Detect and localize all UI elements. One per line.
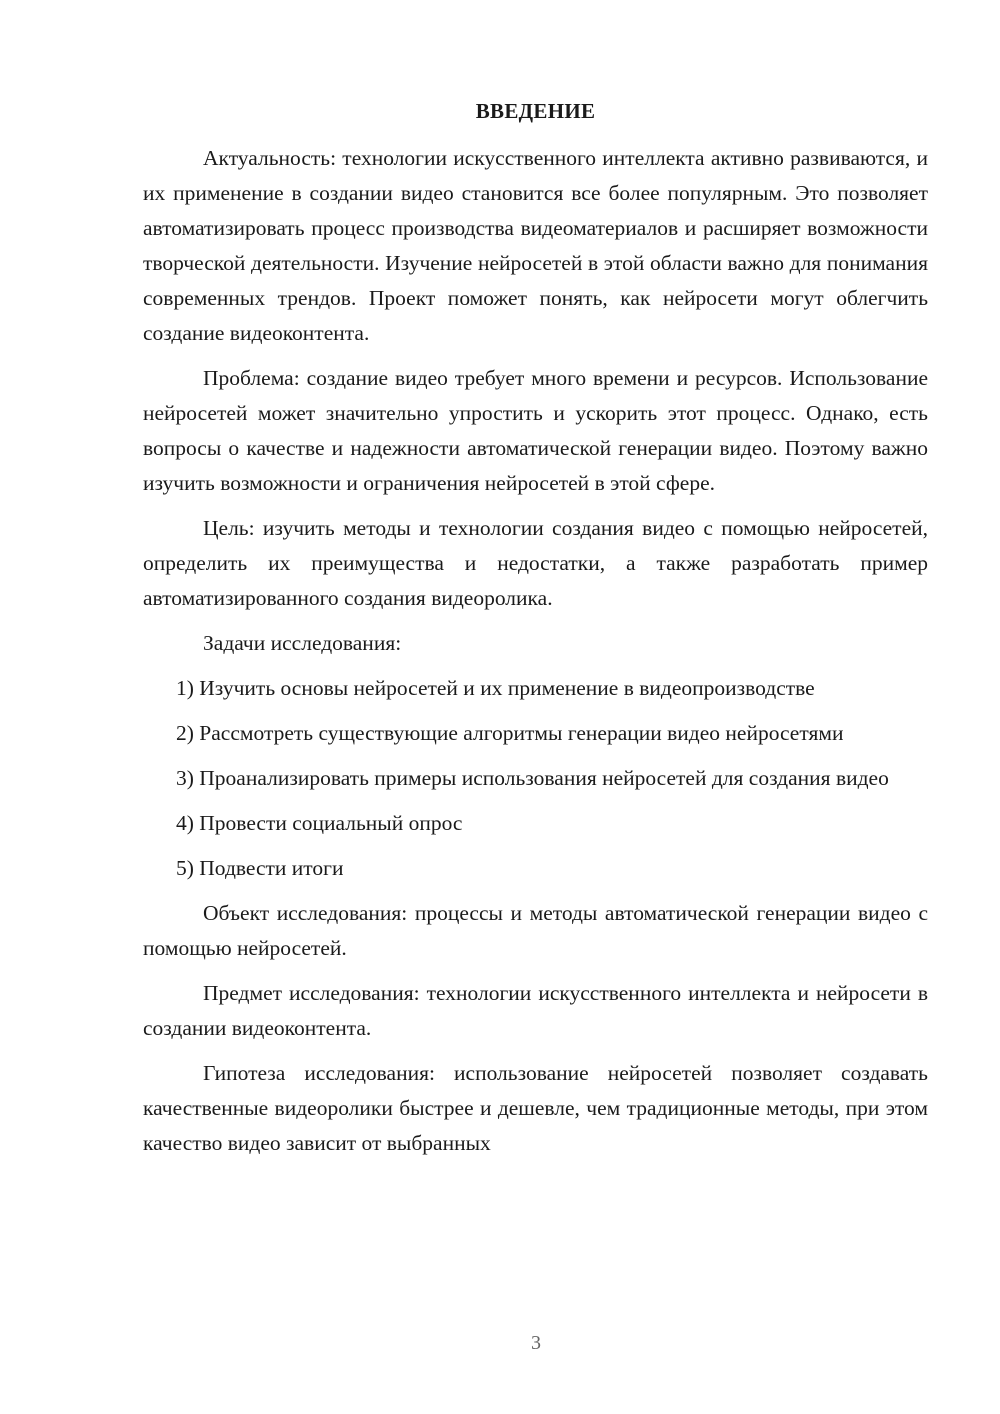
task-item: 5) Подвести итоги <box>176 856 344 880</box>
paragraph-goal: Цель: изучить методы и технологии создания видео с помощью нейросетей, определить их преимущества и недостатки, а также разработать пример автоматизированного создания видеоролика. <box>143 516 928 610</box>
paragraph-hypothesis: Гипотеза исследования: использование нейросетей позволяет создавать качественные видеоролики быстрее и дешевле, чем традиционные методы, при этом качество видео зависит от выбранных <box>143 1061 928 1155</box>
page-number: 3 <box>531 1332 541 1354</box>
paragraph-problem: Проблема: создание видео требует много времени и ресурсов. Использование нейросетей может значительно упростить и ускорить этот процесс. Однако, есть вопросы о качестве и надежности автоматической генерации видео. Поэтому важно изучить возможности и ограничения нейросетей в этой сфере. <box>143 366 928 495</box>
document-body <box>143 141 928 1171</box>
section-title: ВВЕДЕНИЕ <box>475 99 596 123</box>
task-item: 2) Рассмотреть существующие алгоритмы генерации видео нейросетями <box>176 721 844 745</box>
task-item: 1) Изучить основы нейросетей и их применение в видеопроизводстве <box>176 676 815 700</box>
paragraph-subject: Предмет исследования: технологии искусственного интеллекта и нейросети в создании видеоконтента. <box>143 981 928 1040</box>
task-item: 4) Провести социальный опрос <box>176 811 463 835</box>
paragraph-tasks-heading: Задачи исследования: <box>203 631 402 655</box>
paragraph-object: Объект исследования: процессы и методы автоматической генерации видео с помощью нейросетей. <box>143 901 928 960</box>
paragraph-relevance: Актуальность: технологии искусственного интеллекта активно развиваются, и их применение в создании видео становится все более популярным. Это позволяет автоматизировать процесс производства видеоматериалов и расширяет возможности творческой деятельности. Изучение нейросетей в этой области важно для понимания современных трендов. Проект поможет понять, как нейросети могут облегчить создание видеоконтента. <box>143 146 928 345</box>
task-item: 3) Проанализировать примеры использования нейросетей для создания видео <box>176 766 889 790</box>
